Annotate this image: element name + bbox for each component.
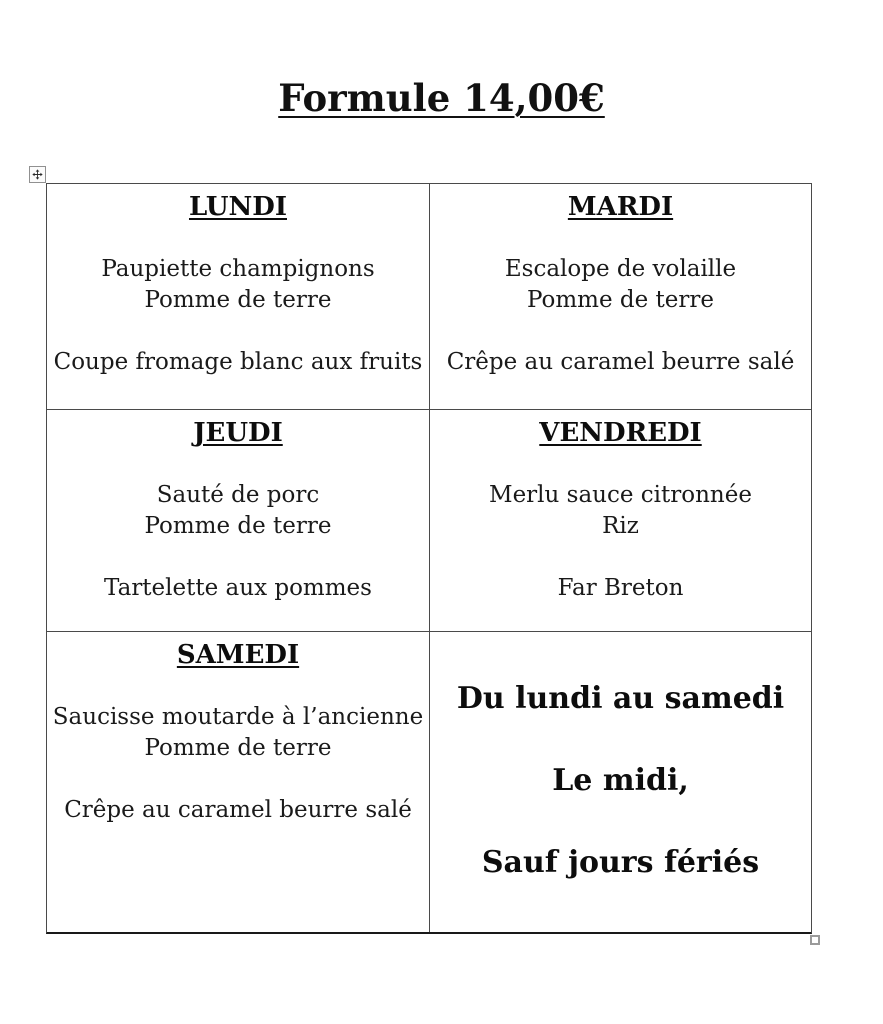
dessert-line: Coupe fromage blanc aux fruits	[53, 349, 423, 375]
dish-line: Paupiette champignons	[101, 256, 375, 282]
table-resize-handle[interactable]	[810, 935, 820, 945]
day-header-mardi: MARDI	[567, 192, 674, 222]
day-header-samedi: SAMEDI	[176, 640, 300, 670]
menu-cell-vendredi[interactable]	[430, 410, 811, 632]
dish-line: Sauté de porc	[156, 482, 320, 508]
dish-line: Pomme de terre	[144, 735, 332, 761]
info-line-days: Du lundi au samedi	[456, 681, 785, 716]
table-move-handle[interactable]	[29, 166, 46, 183]
page-title: Formule 14,00€	[278, 76, 605, 120]
dish-line: Pomme de terre	[144, 513, 332, 539]
menu-cell-lundi[interactable]	[47, 184, 430, 410]
menu-cell-jeudi[interactable]	[47, 410, 430, 632]
dish-line: Merlu sauce citronnée	[489, 482, 752, 508]
menu-cell-mardi[interactable]	[430, 184, 811, 410]
dessert-line: Far Breton	[557, 575, 684, 601]
day-header-vendredi: VENDREDI	[539, 418, 702, 448]
dish-line: Riz	[602, 513, 639, 539]
dish-line: Saucisse moutarde à l’ancienne	[52, 704, 424, 730]
dish-line: Escalope de volaille	[504, 256, 737, 282]
move-icon	[32, 169, 43, 180]
dessert-line: Crêpe au caramel beurre salé	[64, 797, 412, 823]
dish-line: Pomme de terre	[144, 287, 332, 313]
day-header-lundi: LUNDI	[188, 192, 287, 222]
dessert-line: Crêpe au caramel beurre salé	[446, 349, 795, 375]
dessert-line: Tartelette aux pommes	[104, 575, 372, 601]
day-header-jeudi: JEUDI	[193, 418, 283, 448]
menu-table	[46, 183, 812, 934]
info-line-exception: Sauf jours fériés	[481, 845, 760, 880]
dish-line: Pomme de terre	[526, 287, 715, 313]
info-line-time: Le midi,	[552, 763, 689, 798]
menu-cell-samedi[interactable]	[47, 632, 430, 932]
menu-cell-info[interactable]	[430, 632, 811, 932]
